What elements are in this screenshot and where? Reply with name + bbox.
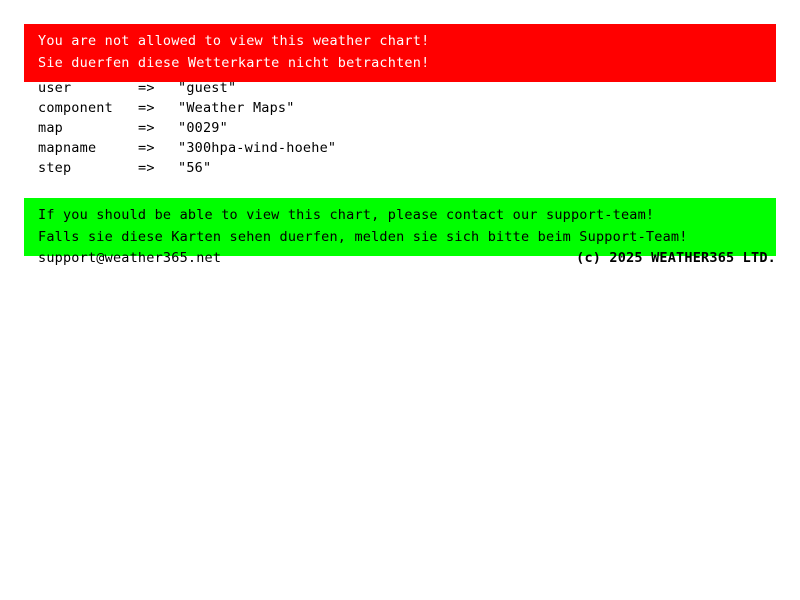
param-value-mapname: "300hpa-wind-hoehe" <box>178 140 337 156</box>
param-value-component: "Weather Maps" <box>178 100 295 116</box>
table-row <box>38 100 336 120</box>
param-value-step: "56" <box>178 160 212 176</box>
param-arrow: => <box>138 100 155 116</box>
param-key-step: step <box>38 160 72 176</box>
param-value-map: "0029" <box>178 120 228 136</box>
param-arrow: => <box>138 80 155 96</box>
table-row <box>38 80 336 100</box>
info-banner <box>24 198 776 256</box>
param-key-mapname: mapname <box>38 140 97 156</box>
param-key-map: map <box>38 120 63 136</box>
info-banner-line-de: Falls sie diese Karten sehen duerfen, melden sie sich bitte beim Support-Team! <box>38 229 688 245</box>
copyright-text: (c) 2025 WEATHER365 LTD. <box>576 250 776 266</box>
table-row <box>38 120 336 140</box>
table-row <box>38 160 336 180</box>
param-arrow: => <box>138 140 155 156</box>
error-banner-line-en: You are not allowed to view this weather chart! <box>38 33 430 49</box>
footer <box>38 250 776 266</box>
param-value-user: "guest" <box>178 80 237 96</box>
param-arrow: => <box>138 120 155 136</box>
support-email-link[interactable]: support@weather365.net <box>38 250 222 266</box>
param-arrow: => <box>138 160 155 176</box>
parameter-table <box>38 80 336 180</box>
param-key-component: component <box>38 100 113 116</box>
param-key-user: user <box>38 80 72 96</box>
table-row <box>38 140 336 160</box>
info-banner-line-en: If you should be able to view this chart, please contact our support-team! <box>38 207 655 223</box>
error-banner-line-de: Sie duerfen diese Wetterkarte nicht betrachten! <box>38 55 430 71</box>
error-banner <box>24 24 776 82</box>
